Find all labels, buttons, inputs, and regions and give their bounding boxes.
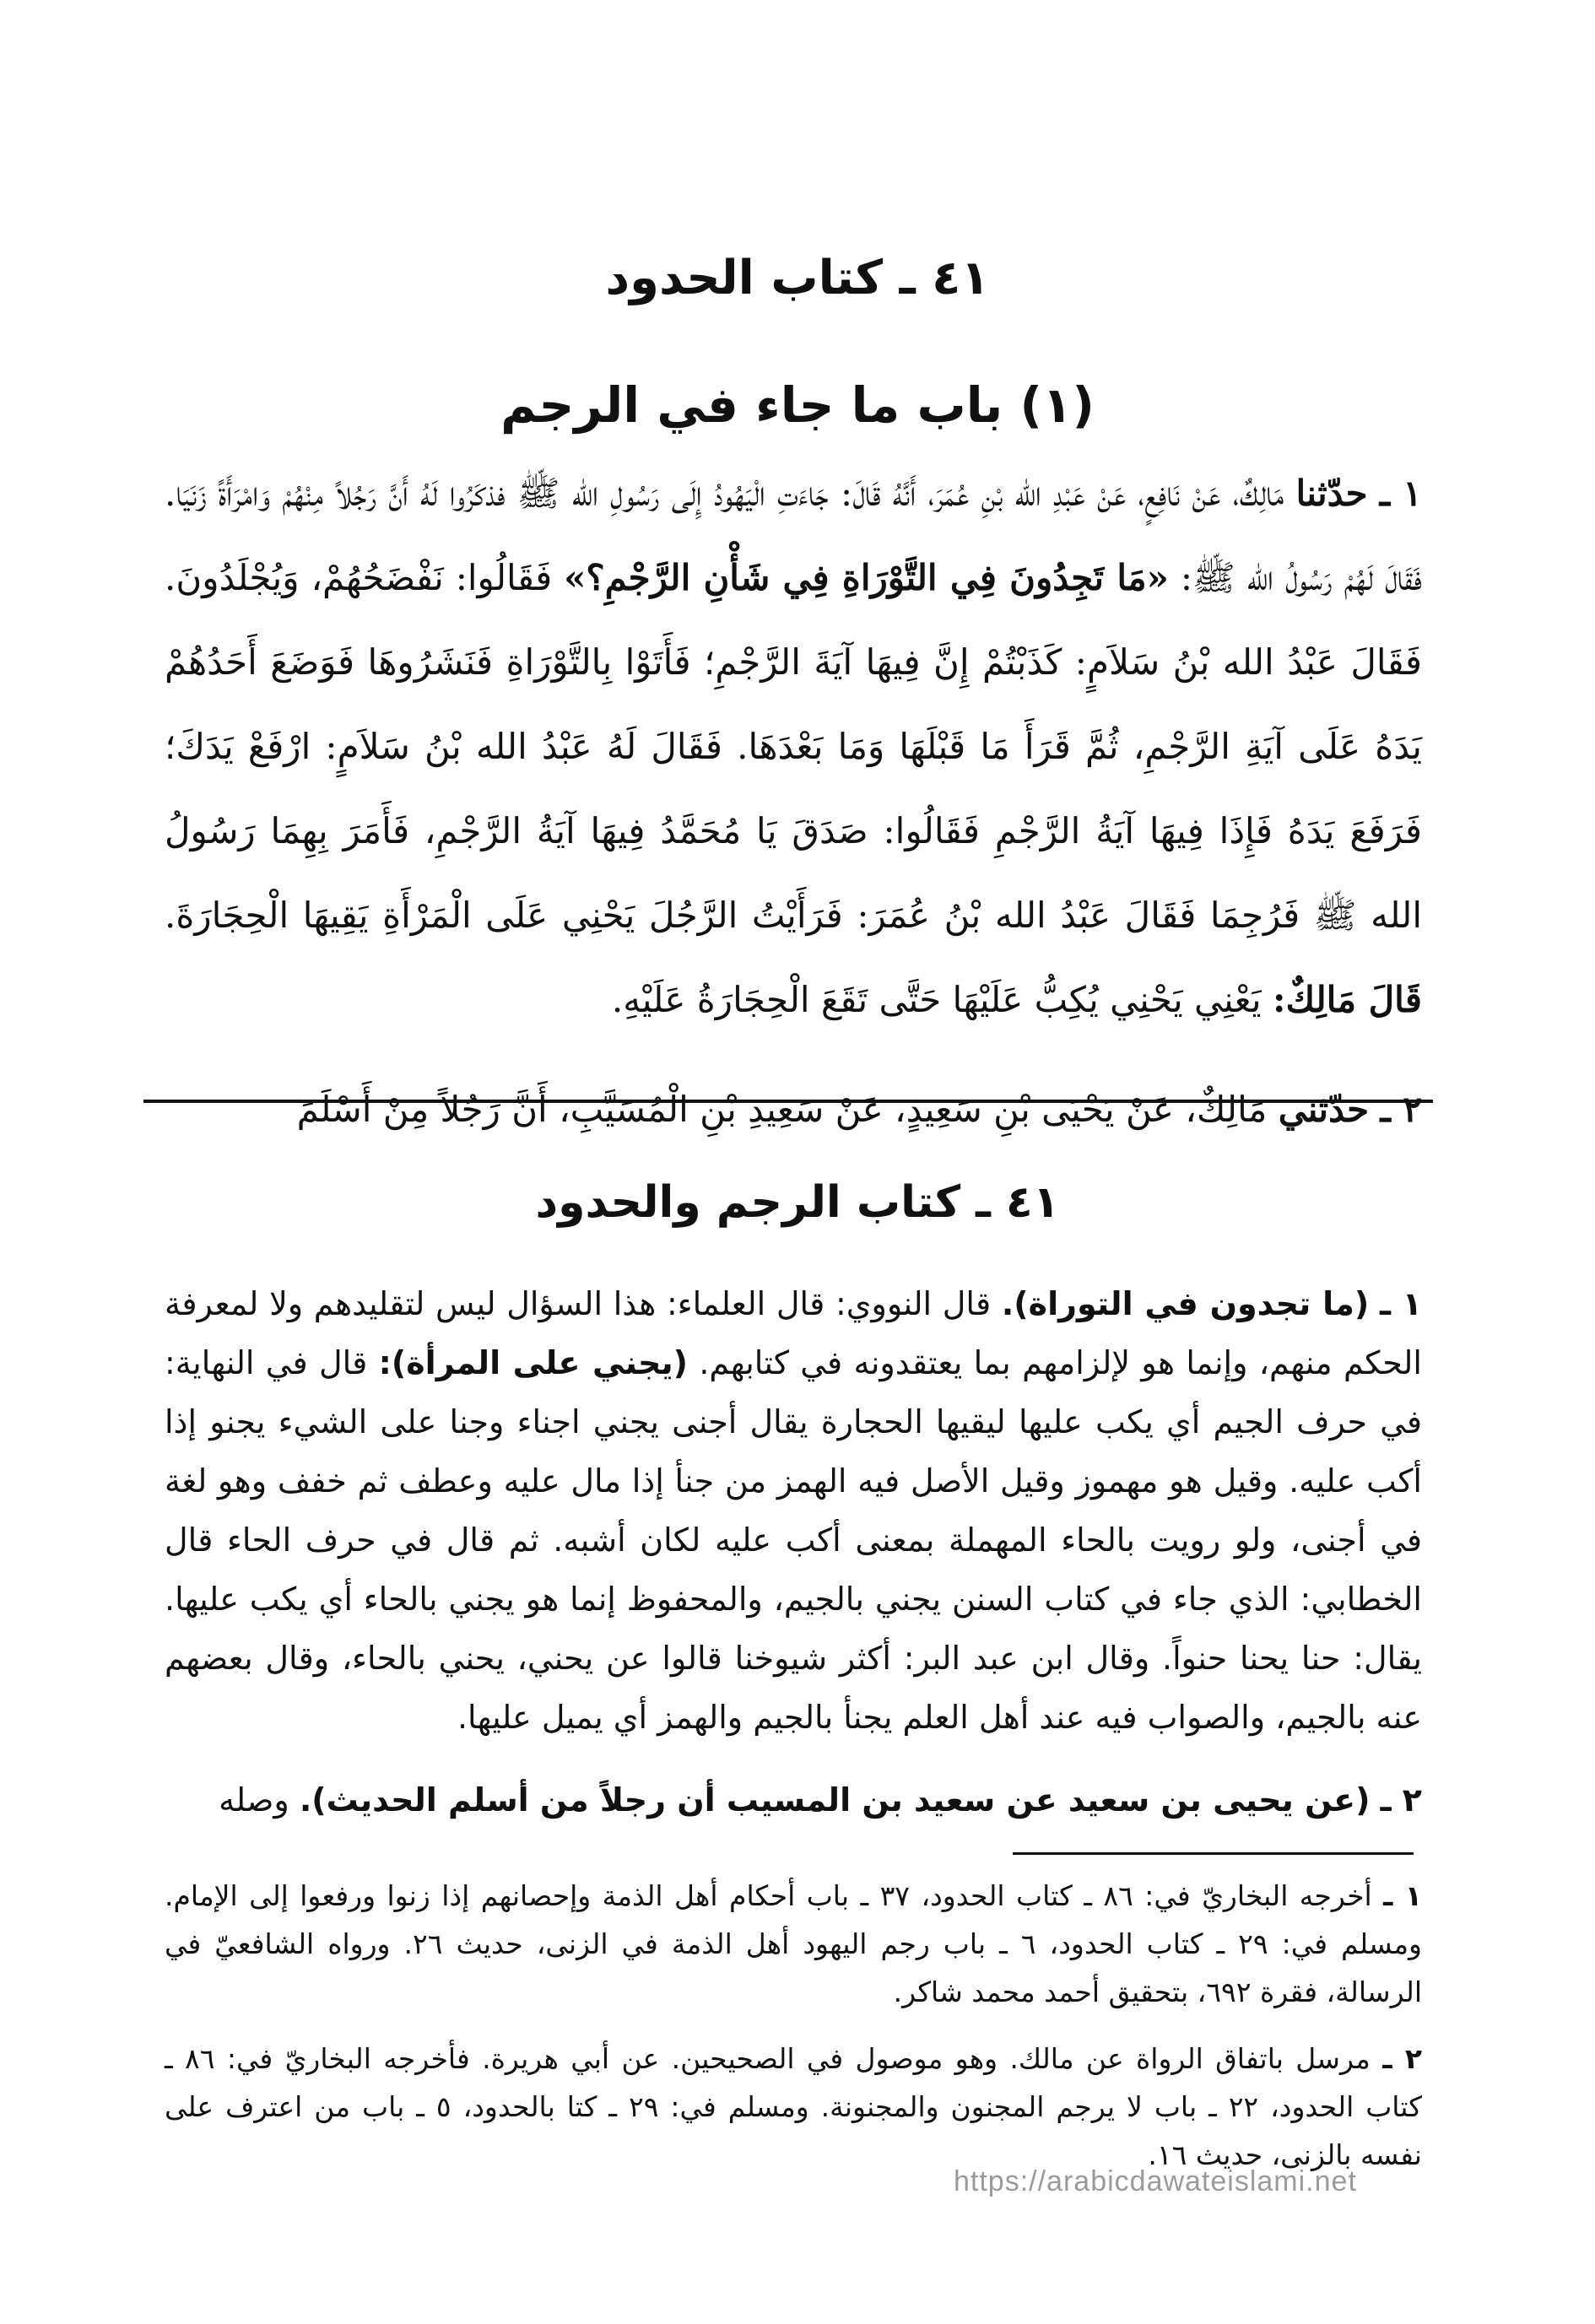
- commentary-2-text: وصله: [219, 1781, 289, 1819]
- commentary-1-text-2: قال في النهاية: في حرف الجيم أي يكب عليها ليقيها الحجارة يقال أجنى يجني اجناء وجنا على الشيء يجنو إذا أكب عليه. وقيل هو مهموز وقيل الأصل فيه الهمز من جنأ إذا مال عليه وعطف ثم خفف وهو لغة في أجنى، ولو رويت بالحاء المهملة بمعنى أكب عليه لكان أشبه. ثم قال في حرف الحاء قال الخطابي: الذي جاء في كتاب السنن يجني بالجيم، والمحفوظ إنما هو يجني بالحاء أي يكب عليها. يقال: حنا يحنا حنواً. وقال ابن عبد البر: أكثر شيوخنا قالوا عن يحني، يحني بالحاء، وقال بعضهم عنه بالجيم، والصواب فيه عند أهل العلم يجنأ بالجيم والهمز أي يميل عليها.: [165, 1344, 1422, 1736]
- footnote-1-number: ١ ـ: [1383, 1879, 1422, 1912]
- hadith-1-text-c: يَعْنِي يَحْنِي يُكِبُّ عَلَيْهَا حَتَّى تَقَعَ الْحِجَارَةُ عَلَيْهِ.: [611, 979, 1262, 1020]
- hadith-1-text-b: فَقَالُوا: نَفْضَحُهُمْ، وَيُجْلَدُونَ. فَقَالَ عَبْدُ الله بْنُ سَلاَمٍ: كَذَبْتُمْ إِنَّ فِيهَا آيَةَ الرَّجْمِ؛ فَأَتَوْا بِالتَّوْرَاةِ فَنَشَرُوهَا فَوَضَعَ أَحَدُهُمْ يَدَهُ عَلَى آيَةِ الرَّجْمِ، ثُمَّ قَرَأَ مَا قَبْلَهَا وَمَا بَعْدَهَا. فَقَالَ لَهُ عَبْدُ الله بْنُ سَلاَمٍ: ارْفَعْ يَدَكَ؛ فَرَفَعَ يَدَهُ فَإِذَا فِيهَا آيَةُ الرَّجْمِ فَقَالُوا: صَدَقَ يَا مُحَمَّدُ فِيهَا آيَةُ الرَّجْمِ، فَأَمَرَ بِهِمَا رَسُولُ الله ﷺ فَرُجِمَا فَقَالَ عَبْدُ الله بْنُ عُمَرَ: فَرَأَيْتُ الرَّجُلَ يَحْنِي عَلَى الْمَرْأَةِ يَقِيهَا الْحِجَارَةَ.: [165, 557, 1422, 936]
- footnote-1: [165, 1872, 1422, 2016]
- commentary-2-lemma: (عن يحيى بن سعيد عن سعيد بن المسيب أن رجلاً من أسلم الحديث).: [299, 1781, 1371, 1819]
- commentary-1-lemma-2: (يجني على المرأة):: [378, 1344, 688, 1381]
- book-heading: ٤١ ـ كتاب الحدود: [605, 251, 990, 305]
- hadith-text: [165, 451, 1422, 1152]
- commentary-heading: ٤١ ـ كتاب الرجم والحدود: [535, 1177, 1060, 1228]
- footnote-2: [165, 2035, 1422, 2179]
- hadith-1-quote: «مَا تَجِدُونَ فِي التَّوْرَاةِ فِي شَأْنِ الرَّجْمِ؟»: [564, 557, 1169, 598]
- commentary-1-lemma-1: (ما تجدون في التوراة).: [1001, 1285, 1370, 1322]
- footnote-divider: [1013, 1852, 1414, 1855]
- hadith-1-lead: حدّثنا: [1295, 473, 1368, 514]
- chapter-heading: (١) باب ما جاء في الرجم: [500, 376, 1095, 434]
- hadith-2: [165, 1067, 1422, 1152]
- commentary-text: [165, 1274, 1422, 1829]
- footnote-2-text: مرسل باتفاق الرواة عن مالك. وهو موصول في الصحيحين. عن أبي هريرة. فأخرجه البخاريّ في: ٨٦ ـ كتاب الحدود، ٢٢ ـ باب لا يرجم المجنون والمجنونة. ومسلم في: ٢٩ ـ كتا بالحدود، ٥ ـ باب من اعترف على نفسه بالزنى، حديث ١٦.: [165, 2042, 1422, 2171]
- hadith-1-number: ١ ـ: [1379, 473, 1422, 514]
- hadith-2-lead: حدّثني: [1278, 1089, 1370, 1130]
- watermark-url: https://arabicdawateislami.net: [954, 2165, 1357, 2197]
- hadith-2-number: ٢ ـ: [1380, 1089, 1422, 1130]
- commentary-2: [165, 1770, 1422, 1829]
- commentary-1: [165, 1274, 1422, 1747]
- hadith-2-text: مَالِكٌ، عَنْ يَحْيَى بْنِ سَعِيدٍ، عَنْ سَعِيدِ بْنِ الْمُسَيَّبِ، أَنَّ رَجُلاً مِنْ أَسْلَمَ: [296, 1089, 1268, 1130]
- commentary-1-number: ١ ـ: [1379, 1285, 1422, 1322]
- commentary-2-number: ٢ ـ: [1380, 1781, 1422, 1819]
- footnote-1-text: أخرجه البخاريّ في: ٨٦ ـ كتاب الحدود، ٣٧ ـ باب أحكام أهل الذمة وإحصانهم إذا زنوا ورفعوا إلى الإمام. ومسلم في: ٢٩ ـ كتاب الحدود، ٦ ـ باب رجم اليهود أهل الذمة في الزنى، حديث ٢٦. ورواه الشافعيّ في الرسالة، فقرة ٦٩٢، بتحقيق أحمد محمد شاكر.: [165, 1879, 1422, 2008]
- hadith-1-malik-label: قَالَ مَالِكٌ:: [1272, 979, 1422, 1020]
- commentary-1-text-1: قال النووي: قال العلماء: هذا السؤال ليس لتقليدهم ولا لمعرفة الحكم منهم، وإنما هو لإلزامهم بما يعتقدونه في كتابهم.: [165, 1285, 1422, 1381]
- hadith-1-text-a: مَالِكٌ، عَنْ نَافِعٍ، عَنْ عَبْدِ الله بْنِ عُمَرَ، أَنَّهُ قَالَ: جَاءَتِ الْيَهُودُ إِلَى رَسُولِ الله ﷺ فذكَرُوا لَهُ أَنَّ رَجُلاً مِنْهُمْ وَامْرَأَةً زَنَيَا. فَقَالَ لَهُمْ رَسُولُ الله ﷺ:: [165, 473, 1423, 598]
- section-divider: [143, 1100, 1433, 1103]
- footnote-2-number: ٢ ـ: [1382, 2042, 1422, 2075]
- footnotes: [165, 1872, 1422, 2179]
- hadith-1: [165, 451, 1422, 1042]
